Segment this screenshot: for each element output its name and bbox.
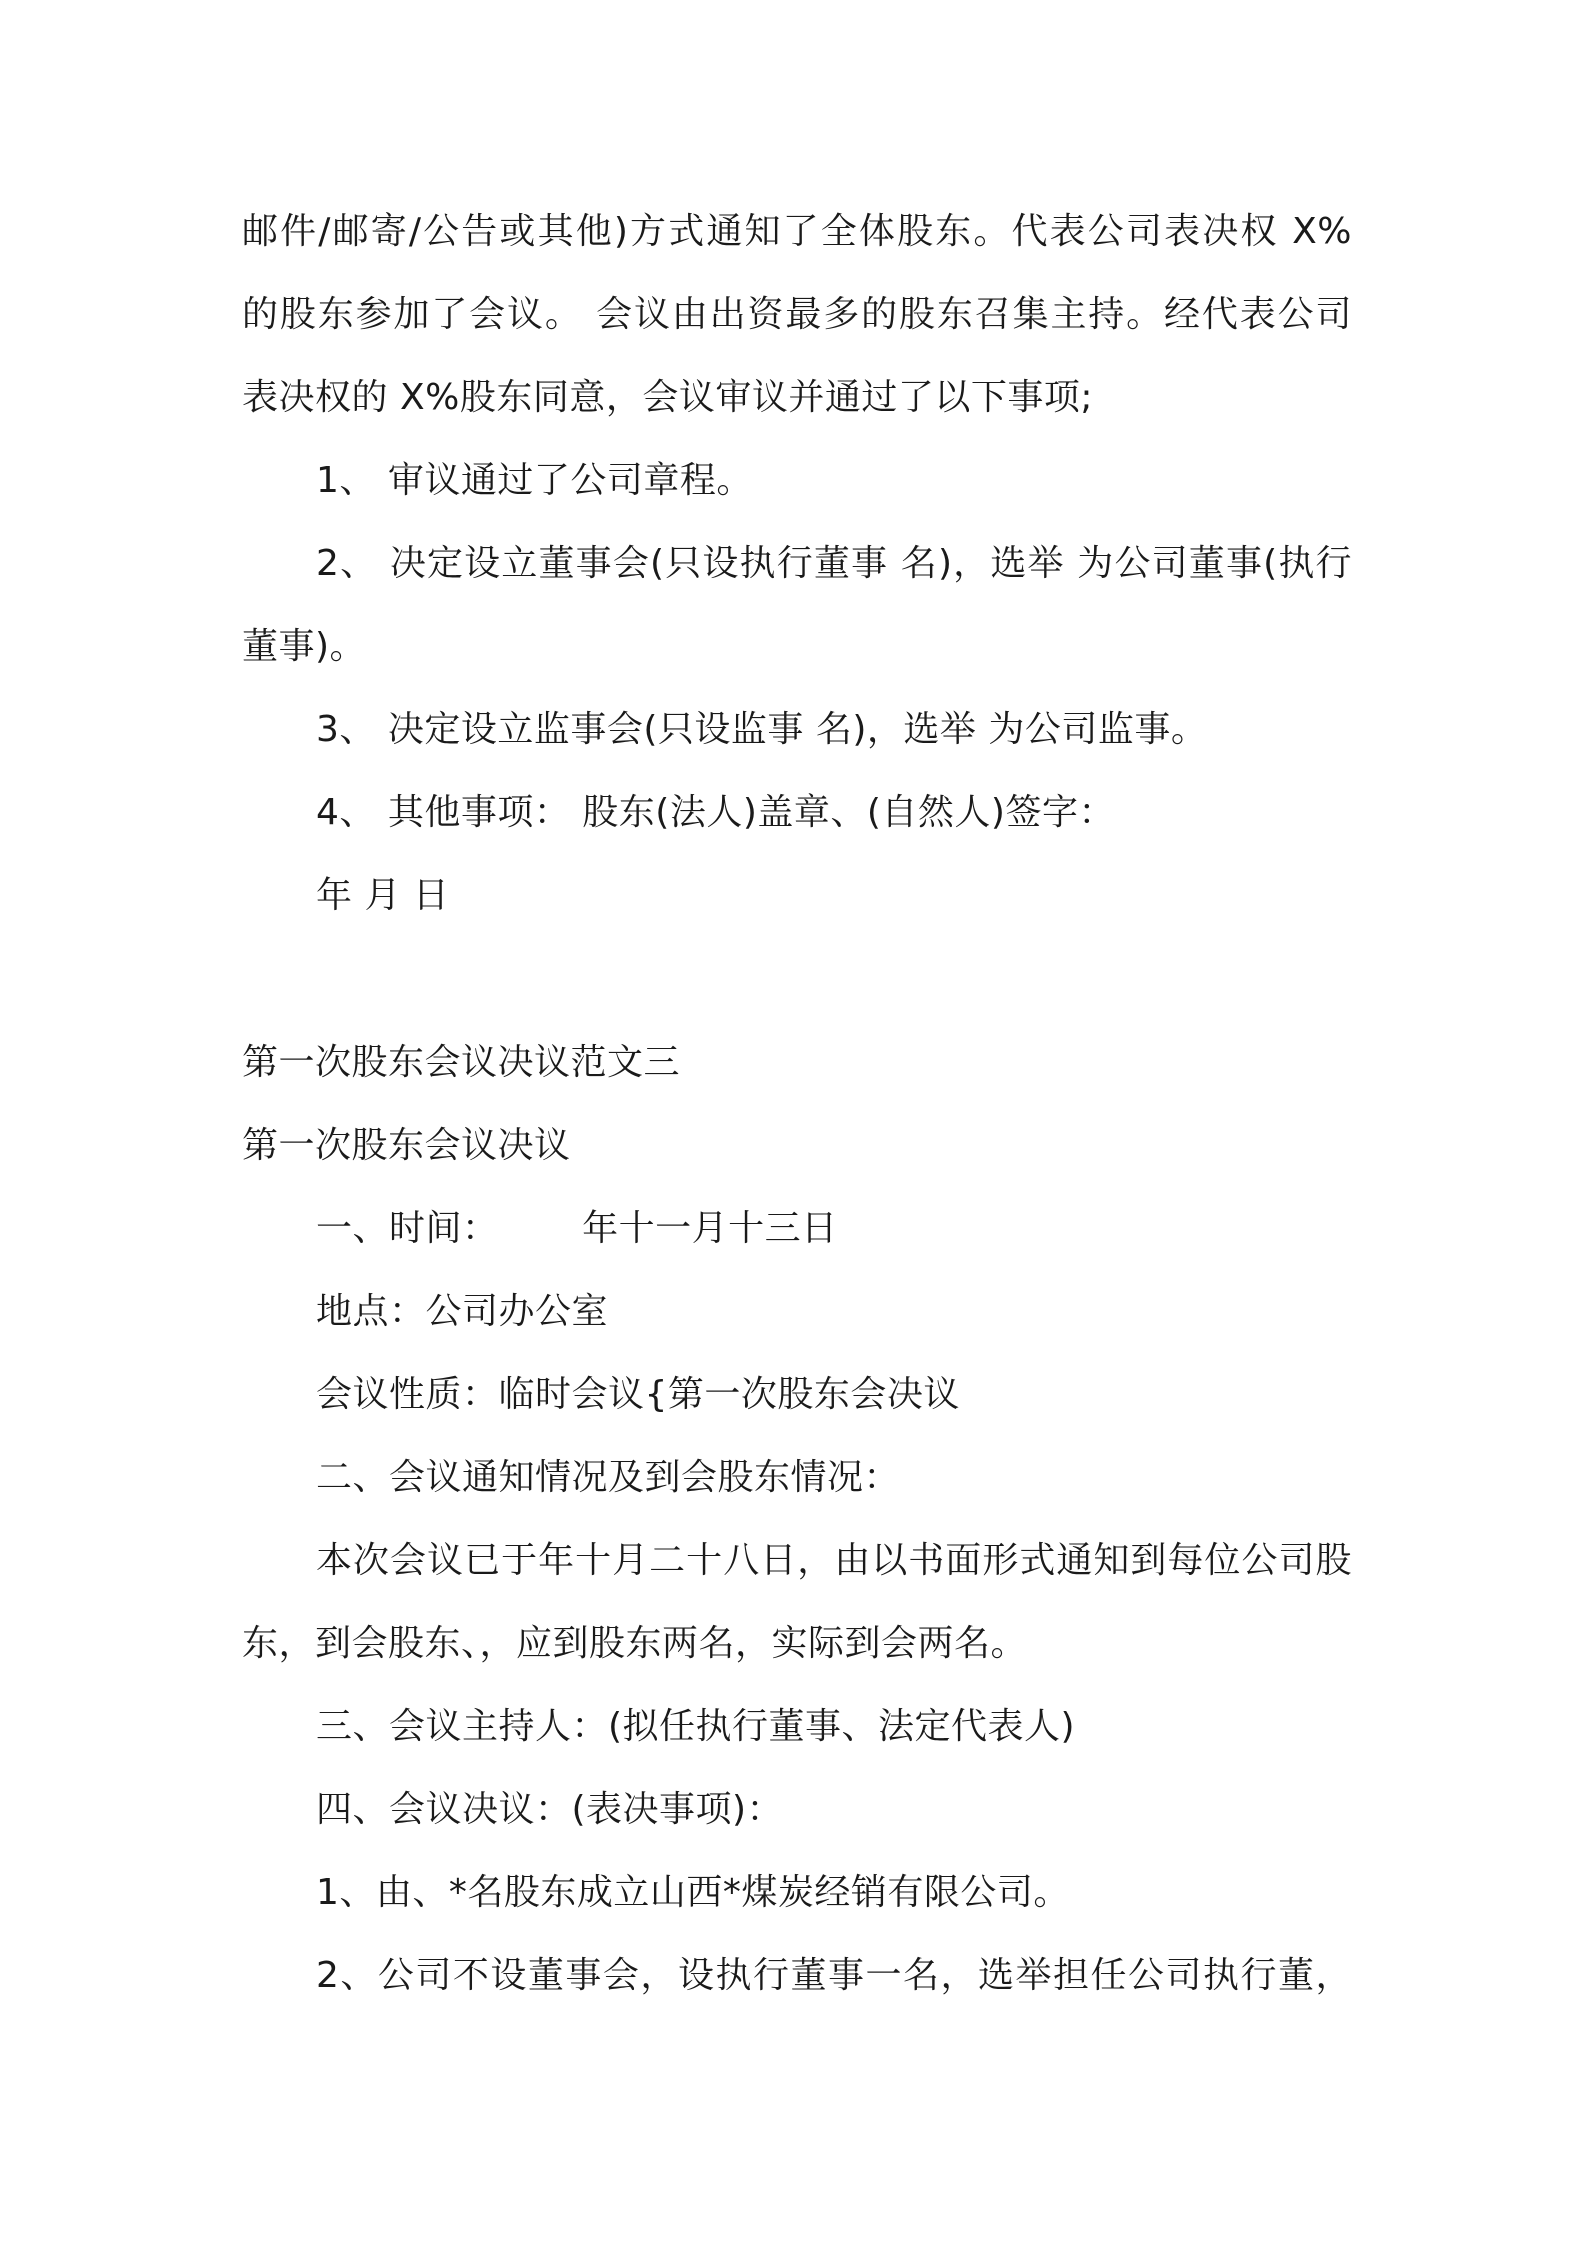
notice-paragraph-line-2: 东，到会股东、，应到股东两名，实际到会两名。 [242, 1623, 1028, 1664]
notice-paragraph-line-1: 本次会议已于年十月二十八日，由以书面形式通知到每位公司股 [316, 1540, 1352, 1581]
section-title: 第一次股东会议决议范文三 [242, 1042, 681, 1083]
resolution-item-2: 2、公司不设董事会，设执行董事一名，选举担任公司执行董， [316, 1955, 1352, 1996]
paragraph-line-1: 邮件/邮寄/公告或其他)方式通知了全体股东。代表公司表决权 X% [242, 211, 1352, 252]
paragraph-line-2: 的股东参加了会议。 会议由出资最多的股东召集主持。经代表公司 [242, 294, 1352, 335]
meeting-location: 地点：公司办公室 [316, 1291, 609, 1332]
document-title: 第一次股东会议决议 [242, 1125, 571, 1166]
meeting-time: 一、时间： 年十一月十三日 [316, 1208, 838, 1249]
meeting-nature: 会议性质：临时会议{第一次股东会决议 [316, 1374, 960, 1415]
resolution-heading: 四、会议决议：(表决事项)： [316, 1789, 784, 1830]
list-item-3: 3、 决定设立监事会(只设监事 名)，选举 为公司监事。 [316, 709, 1208, 750]
date-line: 年 月 日 [316, 875, 450, 916]
resolution-item-1: 1、由、*名股东成立山西*煤炭经销有限公司。 [316, 1872, 1070, 1913]
paragraph-line-3: 表决权的 X%股东同意，会议审议并通过了以下事项; [242, 377, 1093, 418]
list-item-2-continued: 董事)。 [242, 626, 367, 667]
list-item-2: 2、 决定设立董事会(只设执行董事 名)，选举 为公司董事(执行 [316, 543, 1352, 584]
host-heading: 三、会议主持人：(拟任执行董事、法定代表人) [316, 1706, 1076, 1747]
list-item-4: 4、 其他事项： 股东(法人)盖章、(自然人)签字： [316, 792, 1115, 833]
notice-heading: 二、会议通知情况及到会股东情况： [316, 1457, 901, 1498]
list-item-1: 1、 审议通过了公司章程。 [316, 460, 753, 501]
